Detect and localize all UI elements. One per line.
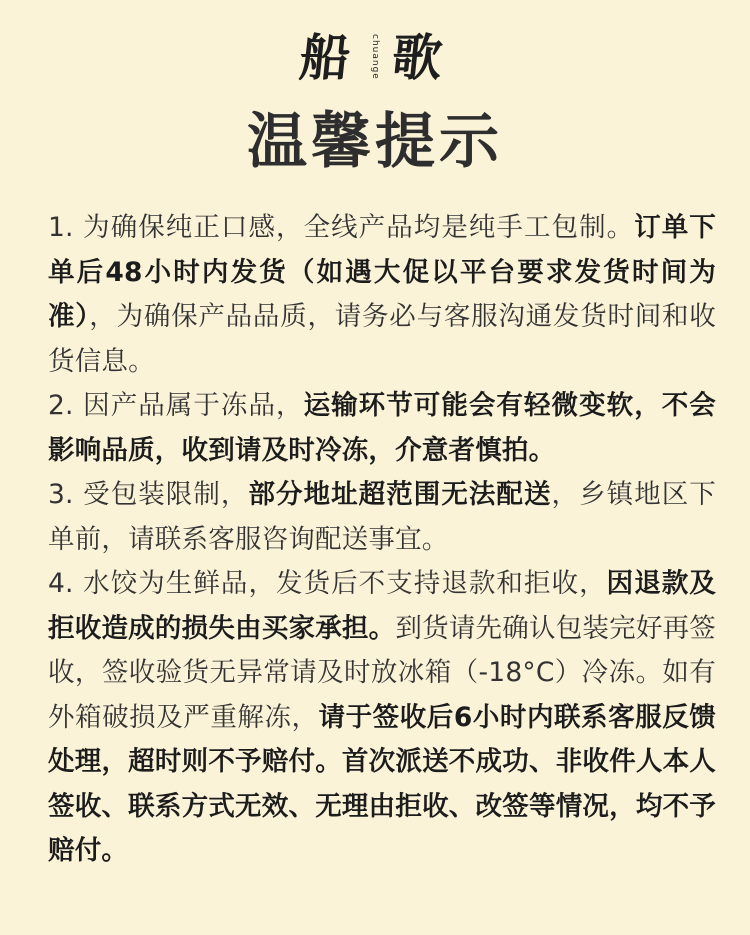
notice-item-1	[48, 206, 716, 384]
notice-item-1-text-1: 1. 为确保纯正口感，全线产品均是纯手工包制。	[48, 212, 635, 243]
brand-logo	[0, 22, 750, 102]
notice-item-2	[48, 384, 716, 473]
notice-item-3	[48, 473, 716, 562]
notice-list	[48, 206, 716, 874]
brand-pinyin: chuange	[370, 34, 380, 80]
notice-item-4-text-4: 请于签收后6小时内联系客服反馈处理，超时则不予赔付。首次派送不成功、非收件人本人签收、联系方式无效、无理由拒收、改签等情况，均不予赔付。	[48, 701, 716, 866]
notice-item-4-text-3: 到货请先确认包装完好再签收，签收验货无异常请及时放冰箱（-18°C）冷冻。如有外箱破损及严重解冻，	[48, 612, 716, 733]
notice-item-1-text-2: 订单下单后48小时内发货（如遇大促以平台要求发货时间为准）	[48, 212, 716, 332]
notice-item-3-text-1: 3. 受包装限制，	[48, 479, 249, 510]
notice-item-4-text-1: 4. 水饺为生鲜品，发货后不支持退款和拒收，	[48, 568, 607, 599]
notice-item-2-text-2: 运输环节可能会有轻微变软，不会影响品质，收到请及时冷冻，介意者慎拍。	[48, 390, 716, 466]
notice-item-4	[48, 562, 716, 874]
notice-item-2-text-1: 2. 因产品属于冻品，	[48, 390, 304, 421]
notice-item-3-text-2: 部分地址超范围无法配送	[248, 479, 552, 510]
brand-char-2: 歌	[388, 28, 446, 87]
brand-char-1: 船	[296, 28, 354, 87]
notice-item-1-text-3: ，为确保产品品质，请务必与客服沟通发货时间和收货信息。	[48, 301, 716, 377]
notice-item-3-text-3: ，乡镇地区下单前，请联系客服咨询配送事宜。	[48, 479, 717, 555]
notice-item-4-text-2: 因退款及拒收造成的损失由买家承担。	[48, 568, 716, 644]
page-title: 温馨提示	[247, 107, 503, 177]
